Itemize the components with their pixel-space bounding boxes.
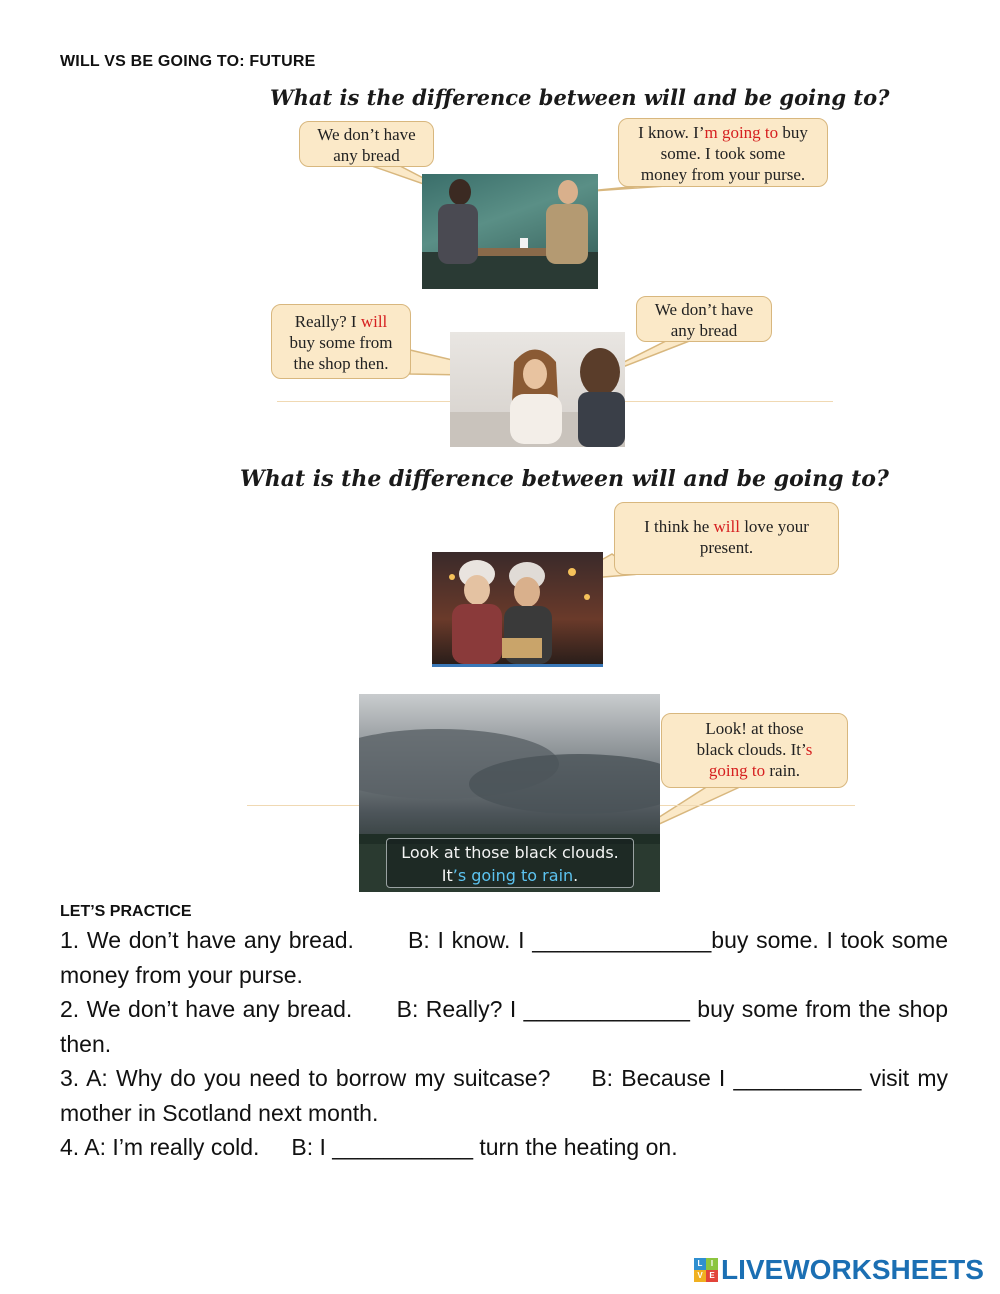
bubble-text: present. [699,538,754,557]
exercise-item-4 [60,1130,948,1165]
bubble-text: rain. [765,761,801,780]
logo-letter: L [694,1258,706,1270]
section2-heading: What is the difference between will and be going to? [240,466,889,492]
highlight-going-to: ’s going to rain [452,866,574,885]
section1-heading: What is the difference between will and be going to? [270,85,890,110]
bubble-text: buy some from [289,333,393,352]
page-title: WILL VS BE GOING TO: FUTURE [60,53,316,70]
highlight-will: will [713,517,740,536]
bubble-text: We don’t have [317,125,416,144]
exercise-item-3 [60,1061,948,1130]
exercise-answer-line[interactable]: B: I ___________ turn the heating on. [291,1134,678,1160]
exercise-prompt: 1. We don’t have any bread. [60,927,354,953]
bubble-text: any bread [333,146,400,165]
exercise-item-1 [60,923,948,992]
speech-bubble-will-love [614,502,839,575]
logo-letter: V [694,1270,706,1282]
bubble-text: money from your purse. [640,165,806,184]
exercise-answer-line[interactable]: B: Because I __________ visit my mother in Scotland next month. [60,1065,949,1126]
couple-at-table-photo [422,174,598,289]
exercise-item-2 [60,992,948,1061]
caption-text: Look at those black clouds. [401,843,619,862]
bubble-text: Look! at those [705,719,804,738]
caption-text: It [441,866,453,885]
photo-caption [386,838,634,888]
exercise-prompt: 4. A: I’m really cold. [60,1134,260,1160]
speech-bubble-no-bread-2 [636,296,772,342]
logo-mark-icon [694,1258,718,1282]
logo-letter: I [706,1258,718,1270]
practice-title: LET’S PRACTICE [60,903,192,920]
highlight-will: will [360,312,388,331]
bubble-text: black clouds. It’ [696,740,806,759]
bubble-text: buy [778,123,808,142]
exercise-answer-line[interactable]: B: I know. I ______________buy some. I took some money from your purse. [60,927,949,988]
speech-bubble-going-to-buy [618,118,828,187]
logo-text: LIVEWORKSHEETS [721,1254,984,1285]
bubble-text: I know. I’ [638,123,705,142]
highlight-going-to: going to [708,761,766,780]
speech-bubble-will-buy [271,304,411,379]
bubble-text: We don’t have [654,300,754,319]
bubble-text: any bread [670,321,738,340]
bubble-text: Really? I [294,312,361,331]
exercise-answer-line[interactable]: B: Really? I _____________ buy some from the shop then. [60,996,949,1057]
bubble-text: I think he [644,517,714,536]
highlight-going-to: m going to [704,123,779,142]
bubble-text: the shop then. [293,354,389,373]
liveworksheets-logo [694,1254,984,1286]
caption-text: . [573,866,579,885]
bubble-text: love your [739,517,809,536]
women-with-gift-photo [432,552,603,667]
exercise-prompt: 2. We don’t have any bread. [60,996,353,1022]
highlight-going-to: s [805,740,813,759]
speech-bubble-no-bread-1 [299,121,434,167]
woman-laughing-photo [450,332,625,447]
speech-bubble-going-to-rain [661,713,848,788]
bubble-text: some. I took some [660,144,786,163]
logo-letter: E [706,1270,718,1282]
exercise-prompt: 3. A: Why do you need to borrow my suitcase? [60,1065,551,1091]
